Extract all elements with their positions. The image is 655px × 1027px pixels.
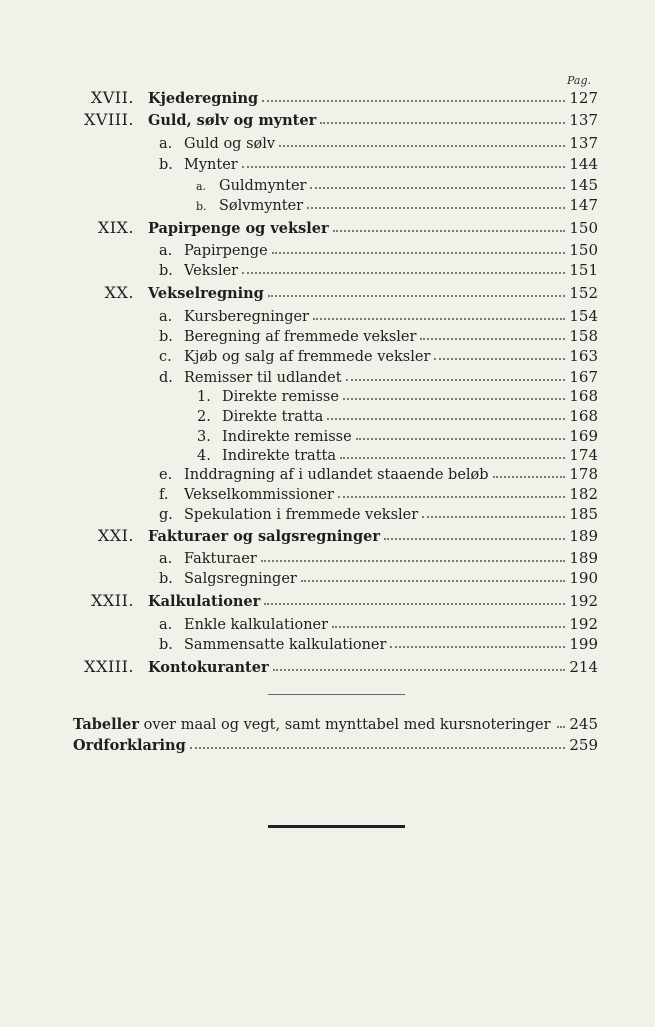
dot-leader	[264, 603, 565, 605]
dot-leader	[338, 496, 565, 498]
entry-page-number: 168	[569, 387, 598, 405]
item-number: 3.	[197, 429, 211, 445]
section-letter: g.	[159, 507, 173, 523]
item-number: 2.	[197, 409, 211, 425]
section-row	[159, 367, 598, 387]
entry-title: Sølvmynter	[219, 198, 304, 214]
entry-title: Beregning af fremmede veksler	[184, 329, 417, 345]
entry-title: Kjederegning	[148, 90, 259, 107]
section-row	[159, 504, 598, 524]
section-letter: b.	[159, 637, 173, 653]
subsection-letter: b.	[196, 200, 207, 213]
chapter-row	[74, 218, 598, 238]
section-row	[159, 133, 598, 153]
section-row	[159, 568, 598, 588]
entry-title: Mynter	[184, 157, 238, 173]
dot-leader	[493, 476, 566, 478]
entry-page-number: 144	[569, 155, 598, 173]
entry-title: Spekulation i fremmede veksler	[184, 507, 419, 523]
entry-page-number: 167	[569, 368, 598, 386]
entry-title: Guldmynter	[219, 178, 307, 194]
section-letter: c.	[159, 349, 172, 365]
entry-title: Guld og sølv	[184, 136, 276, 152]
entry-title-bold: Tabeller	[73, 716, 140, 733]
dot-leader	[346, 379, 566, 381]
entry-title: Kursberegninger	[184, 309, 309, 325]
entry-page-number: 147	[569, 196, 598, 214]
section-letter: a.	[159, 243, 173, 259]
dot-leader	[343, 398, 565, 400]
dot-leader	[422, 516, 565, 518]
chapter-row	[74, 110, 598, 130]
section-letter: a.	[159, 136, 173, 152]
section-row	[159, 484, 598, 504]
chapter-number: XXIII.	[84, 657, 134, 676]
entry-page-number: 158	[569, 327, 598, 345]
entry-title: Papirpenge og veksler	[148, 220, 329, 237]
dot-leader	[340, 457, 565, 459]
section-row	[159, 548, 598, 568]
entry-title: Kalkulationer	[148, 593, 261, 610]
dot-leader	[327, 418, 565, 420]
entry-title: Guld, sølv og mynter	[148, 112, 317, 129]
chapter-number: XX.	[104, 283, 134, 302]
section-letter: a.	[159, 551, 173, 567]
dot-leader	[356, 438, 566, 440]
item-number: 4.	[197, 448, 211, 464]
chapter-number: XVIII.	[84, 110, 134, 129]
chapter-row	[74, 591, 598, 611]
section-row	[159, 634, 598, 654]
entry-page-number: 163	[569, 347, 598, 365]
dot-leader	[190, 747, 566, 749]
entry-title: Vekselkommissioner	[184, 487, 334, 503]
chapter-row	[74, 657, 598, 677]
section-row	[196, 195, 598, 215]
dot-leader	[390, 646, 565, 648]
entry-page-number: 192	[569, 592, 598, 610]
entry-page-number: 150	[569, 219, 598, 237]
entry-page-number: 151	[569, 261, 598, 279]
section-row	[196, 175, 598, 195]
dot-leader	[320, 122, 565, 124]
dot-leader	[420, 338, 565, 340]
section-row	[159, 154, 598, 174]
dot-leader	[242, 166, 566, 168]
dot-leader	[557, 726, 566, 728]
section-row	[159, 240, 598, 260]
section-letter: a.	[159, 617, 173, 633]
section-letter: b.	[159, 263, 173, 279]
section-row	[159, 614, 598, 634]
section-letter: d.	[159, 370, 173, 386]
section-row	[159, 464, 598, 484]
entry-title: Direkte tratta	[222, 409, 324, 425]
entry-page-number: 174	[569, 446, 598, 464]
entry-title: Sammensatte kalkulationer	[184, 637, 387, 653]
entry-title: Kontokuranter	[148, 659, 269, 676]
chapter-row	[74, 526, 598, 546]
section-letter: e.	[159, 467, 173, 483]
section-letter: a.	[159, 309, 173, 325]
entry-page-number: 145	[569, 176, 598, 194]
entry-title-rest: over maal og vegt, samt mynttabel med kursnoteringer	[139, 717, 551, 733]
entry-page-number: 245	[569, 715, 598, 733]
section-row	[159, 346, 598, 366]
entry-page-number: 192	[569, 615, 598, 633]
dot-leader	[272, 252, 566, 254]
section-letter: b.	[159, 329, 173, 345]
entry-page-number: 190	[569, 569, 598, 587]
dot-leader	[268, 295, 566, 297]
entry-page-number: 168	[569, 407, 598, 425]
dot-leader	[434, 358, 565, 360]
appendix-entry	[73, 735, 598, 755]
dot-leader	[310, 187, 565, 189]
item-number: 1.	[197, 389, 211, 405]
entry-page-number: 185	[569, 505, 598, 523]
section-row	[197, 445, 598, 465]
entry-title: Veksler	[184, 263, 239, 279]
entry-title: Papirpenge	[184, 243, 268, 259]
section-row	[159, 326, 598, 346]
entry-page-number: 189	[569, 527, 598, 545]
entry-page-number: 214	[569, 658, 598, 676]
dot-leader	[279, 145, 565, 147]
entry-title: Direkte remisse	[222, 389, 339, 405]
entry-page-number: 189	[569, 549, 598, 567]
chapter-number: XIX.	[97, 218, 134, 237]
entry-title: Fakturaer og salgsregninger	[148, 528, 380, 545]
dot-leader	[307, 207, 565, 209]
entry-page-number: 137	[569, 134, 598, 152]
entry-page-number: 154	[569, 307, 598, 325]
page-column-label: Pag.	[566, 74, 591, 87]
entry-title: Inddragning af i udlandet staaende beløb	[184, 467, 489, 483]
chapter-number: XXII.	[90, 591, 134, 610]
dot-leader	[273, 669, 566, 671]
subsection-letter: a.	[196, 180, 207, 193]
chapter-number: XVII.	[90, 88, 134, 107]
entry-title: Enkle kalkulationer	[184, 617, 329, 633]
entry-page-number: 150	[569, 241, 598, 259]
entry-page-number: 169	[569, 427, 598, 445]
section-letter: b.	[159, 157, 173, 173]
appendix-entry	[73, 714, 598, 734]
entry-page-number: 199	[569, 635, 598, 653]
section-letter: b.	[159, 571, 173, 587]
entry-title-bold: Ordforklaring	[73, 737, 186, 754]
section-row	[159, 260, 598, 280]
entry-title: Salgsregninger	[184, 571, 297, 587]
entry-title: Vekselregning	[148, 285, 264, 302]
entry-page-number: 178	[569, 465, 598, 483]
entry-title: Kjøb og salg af fremmede veksler	[184, 349, 431, 365]
section-divider	[268, 694, 405, 695]
entry-page-number: 152	[569, 284, 598, 302]
entry-title: Indirekte tratta	[222, 448, 337, 464]
entry-page-number: 137	[569, 111, 598, 129]
entry-title: Fakturaer	[184, 551, 257, 567]
entry-page-number: 182	[569, 485, 598, 503]
dot-leader	[301, 580, 566, 582]
section-row	[197, 386, 598, 406]
section-row	[197, 426, 598, 446]
entry-page-number: 259	[569, 736, 598, 754]
section-letter: f.	[159, 487, 169, 503]
dot-leader	[242, 272, 565, 274]
chapter-row	[74, 88, 598, 108]
section-row	[197, 406, 598, 426]
entry-page-number: 127	[569, 89, 598, 107]
entry-title: Indirekte remisse	[222, 429, 352, 445]
dot-leader	[262, 100, 565, 102]
chapter-number: XXI.	[97, 526, 134, 545]
dot-leader	[333, 230, 566, 232]
chapter-row	[74, 283, 598, 303]
dot-leader	[384, 538, 565, 540]
dot-leader	[261, 560, 566, 562]
end-rule	[268, 825, 405, 828]
section-row	[159, 306, 598, 326]
dot-leader	[313, 318, 565, 320]
dot-leader	[332, 626, 565, 628]
entry-title: Remisser til udlandet	[184, 370, 342, 386]
